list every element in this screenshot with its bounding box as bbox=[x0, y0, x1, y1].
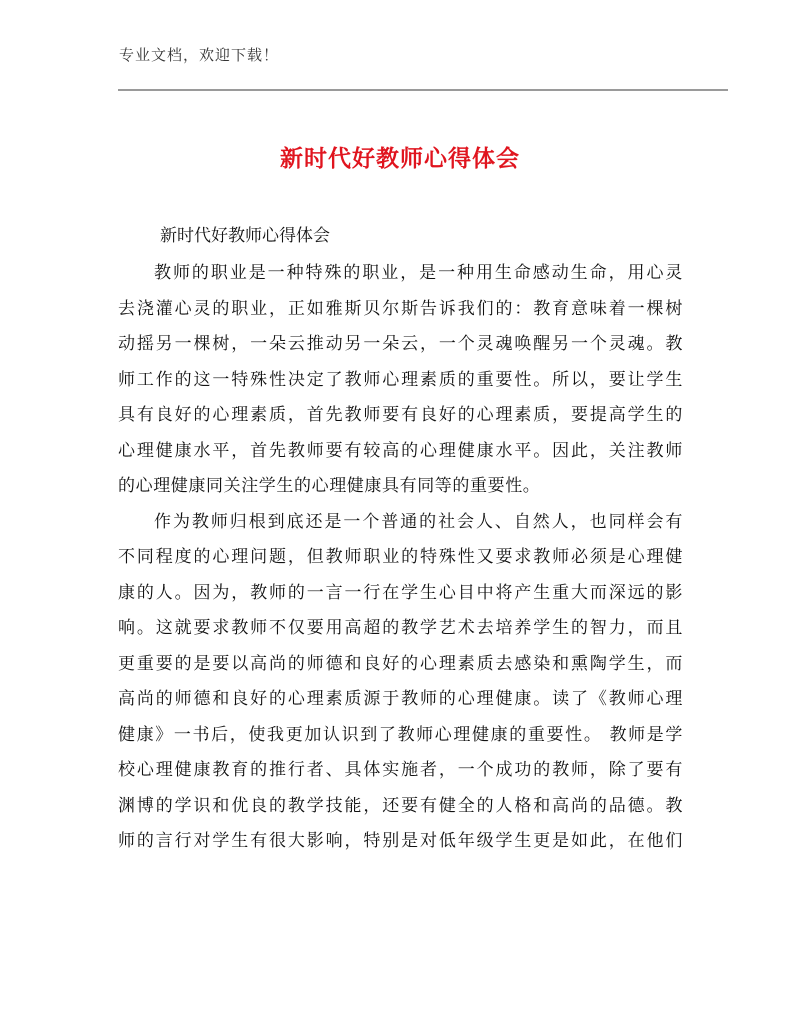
body-line: 作为教师归根到底还是一个普通的社会人、自然人，也同样会有 bbox=[154, 511, 683, 532]
body-line: 高尚的师德和良好的心理素质源于教师的心理健康。读了《教师心理 bbox=[118, 689, 683, 709]
body-line: 师的言行对学生有很大影响，特别是对低年级学生更是如此，在他们 bbox=[118, 831, 683, 851]
body-line: 康的人。因为，教师的一言一行在学生心目中将产生重大而深远的影 bbox=[118, 582, 683, 603]
document-body bbox=[118, 256, 683, 860]
document-subtitle: 新时代好教师心得体会 bbox=[160, 226, 330, 246]
body-line: 教师的职业是一种特殊的职业，是一种用生命感动生命，用心灵 bbox=[154, 263, 683, 283]
document-title: 新时代好教师心得体会 bbox=[280, 146, 520, 172]
body-line: 动摇另一棵树，一朵云推动另一朵云，一个灵魂唤醒另一个灵魂。教 bbox=[118, 334, 683, 354]
body-line: 渊博的学识和优良的教学技能，还要有健全的人格和高尚的品德。教 bbox=[118, 795, 683, 816]
body-line: 不同程度的心理问题，但教师职业的特殊性又要求教师必须是心理健 bbox=[118, 547, 683, 567]
body-line: 的心理健康同关注学生的心理健康具有同等的重要性。 bbox=[118, 476, 541, 496]
body-line: 心理健康水平，首先教师要有较高的心理健康水平。因此，关注教师 bbox=[118, 440, 683, 461]
body-line: 去浇灌心灵的职业，正如雅斯贝尔斯告诉我们的：教育意味着一棵树 bbox=[118, 298, 683, 319]
body-line: 校心理健康教育的推行者、具体实施者，一个成功的教师，除了要有 bbox=[118, 760, 683, 780]
header-divider bbox=[118, 89, 728, 91]
body-line: 更重要的是要以高尚的师德和良好的心理素质去感染和熏陶学生，而 bbox=[118, 653, 683, 674]
body-line: 具有良好的心理素质，首先教师要有良好的心理素质，要提高学生的 bbox=[118, 405, 683, 425]
body-line: 师工作的这一特殊性决定了教师心理素质的重要性。所以，要让学生 bbox=[118, 369, 683, 390]
body-line: 响。这就要求教师不仅要用高超的教学艺术去培养学生的智力，而且 bbox=[118, 618, 683, 638]
body-line: 健康》一书后，使我更加认识到了教师心理健康的重要性。 教师是学 bbox=[118, 724, 683, 745]
header-note: 专业文档，欢迎下载！ bbox=[119, 46, 280, 64]
